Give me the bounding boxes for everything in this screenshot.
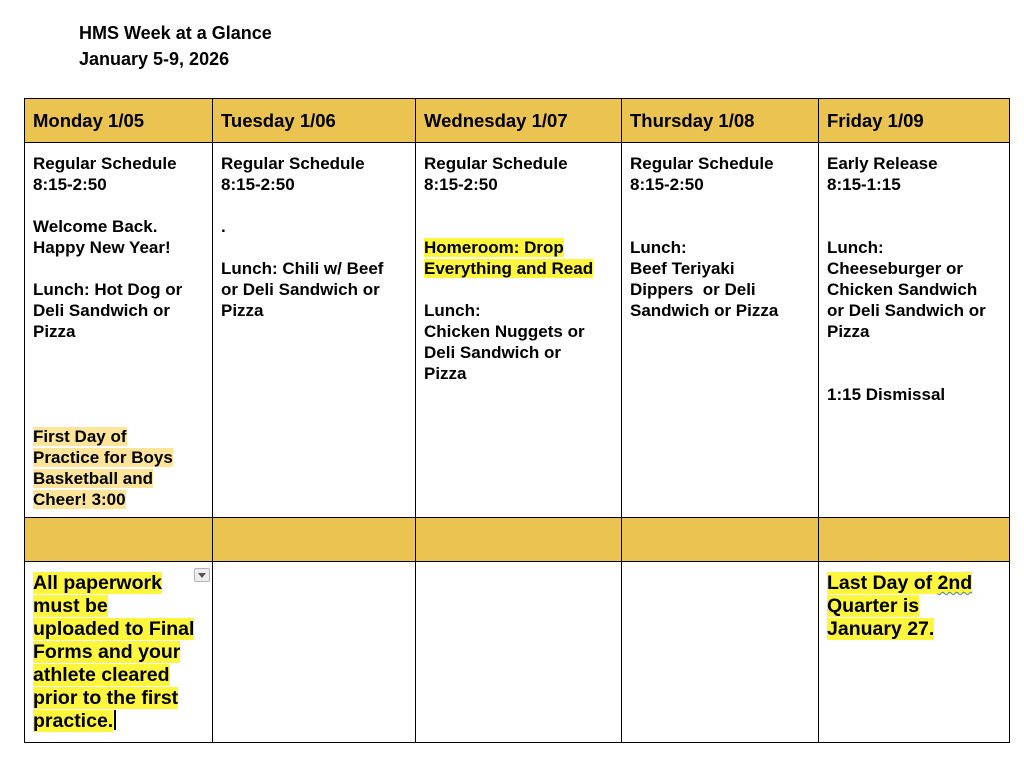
header-cell-wednesday[interactable]: Wednesday 1/07 bbox=[416, 99, 622, 143]
content-cell-wednesday[interactable] bbox=[416, 143, 622, 518]
schedule-time: 8:15-1:15 bbox=[827, 175, 901, 194]
text-cursor bbox=[114, 710, 116, 730]
note-line: Welcome Back. bbox=[33, 217, 158, 236]
schedule-time: 8:15-2:50 bbox=[630, 175, 704, 194]
day-content-row bbox=[25, 143, 1010, 518]
spacer-cell-monday[interactable] bbox=[25, 518, 213, 562]
dismissal-line: 1:15 Dismissal bbox=[827, 385, 946, 404]
lunch-line: Lunch: bbox=[424, 301, 481, 320]
announcement-cell-tuesday[interactable] bbox=[213, 562, 416, 743]
lunch-line: Sandwich or Pizza bbox=[630, 301, 779, 320]
event-line: Homeroom: Drop bbox=[424, 238, 564, 257]
event-line: Cheer! 3:00 bbox=[33, 490, 126, 509]
lunch-line: Cheeseburger or bbox=[827, 259, 964, 278]
lunch-line: Dippers or Deli bbox=[630, 280, 756, 299]
schedule-time: 8:15-2:50 bbox=[221, 175, 295, 194]
event-line: Basketball and bbox=[33, 469, 153, 488]
content-cell-tuesday[interactable] bbox=[213, 143, 416, 518]
lunch-line: Chicken Sandwich bbox=[827, 280, 978, 299]
spacer-cell-tuesday[interactable] bbox=[213, 518, 416, 562]
lunch-line: Pizza bbox=[424, 364, 467, 383]
spacer-cell-thursday[interactable] bbox=[622, 518, 819, 562]
note-line: Happy New Year! bbox=[33, 238, 171, 257]
announcement-row bbox=[25, 562, 1010, 743]
lunch-line: Chicken Nuggets or bbox=[424, 322, 585, 341]
spacer-cell-wednesday[interactable] bbox=[416, 518, 622, 562]
spacer-cell-friday[interactable] bbox=[819, 518, 1010, 562]
lunch-line: Deli Sandwich or bbox=[424, 343, 561, 362]
note-line: . bbox=[221, 217, 226, 236]
lunch-line: Lunch: Hot Dog or bbox=[33, 280, 183, 299]
announcement-cell-friday[interactable]: Last Day of 2nd Quarter is January 27. bbox=[819, 562, 1010, 743]
lunch-line: Pizza bbox=[221, 301, 264, 320]
schedule-line: Regular Schedule bbox=[424, 154, 568, 173]
schedule-line: Regular Schedule bbox=[630, 154, 774, 173]
announcement-cell-thursday[interactable] bbox=[622, 562, 819, 743]
week-at-a-glance-table bbox=[24, 98, 1010, 743]
announcement-cell-monday[interactable]: All paperwork must be uploaded to Final Forms and your athlete cleared prior to the first practice. bbox=[25, 562, 213, 743]
announcement-cell-wednesday[interactable] bbox=[416, 562, 622, 743]
schedule-time: 8:15-2:50 bbox=[33, 175, 107, 194]
content-cell-friday[interactable] bbox=[819, 143, 1010, 518]
lunch-line: Pizza bbox=[33, 322, 76, 341]
event-line: Everything and Read bbox=[424, 259, 594, 278]
spellcheck-underline: 2nd bbox=[937, 572, 973, 594]
dropdown-chip-icon[interactable] bbox=[194, 568, 210, 582]
document-dates: January 5-9, 2026 bbox=[79, 49, 230, 69]
spacer-row bbox=[25, 518, 1010, 562]
lunch-line: or Deli Sandwich or bbox=[827, 301, 986, 320]
lunch-line: or Deli Sandwich or bbox=[221, 280, 380, 299]
day-header-row bbox=[25, 99, 1010, 143]
content-cell-thursday[interactable] bbox=[622, 143, 819, 518]
schedule-line: Regular Schedule bbox=[221, 154, 365, 173]
header-cell-thursday[interactable]: Thursday 1/08 bbox=[622, 99, 819, 143]
schedule-time: 8:15-2:50 bbox=[424, 175, 498, 194]
schedule-line: Regular Schedule bbox=[33, 154, 177, 173]
event-line: Practice for Boys bbox=[33, 448, 173, 467]
lunch-line: Beef Teriyaki bbox=[630, 259, 735, 278]
lunch-line: Pizza bbox=[827, 322, 870, 341]
event-line: First Day of bbox=[33, 427, 127, 446]
lunch-line: Deli Sandwich or bbox=[33, 301, 170, 320]
lunch-line: Lunch: bbox=[827, 238, 884, 257]
header-cell-tuesday[interactable]: Tuesday 1/06 bbox=[213, 99, 416, 143]
header-cell-monday[interactable]: Monday 1/05 bbox=[25, 99, 213, 143]
content-cell-monday[interactable] bbox=[25, 143, 213, 518]
document-title: HMS Week at a Glance bbox=[79, 23, 272, 43]
lunch-line: Lunch: bbox=[630, 238, 687, 257]
lunch-line: Lunch: Chili w/ Beef bbox=[221, 259, 384, 278]
schedule-line: Early Release bbox=[827, 154, 938, 173]
document-header bbox=[79, 20, 272, 72]
header-cell-friday[interactable]: Friday 1/09 bbox=[819, 99, 1010, 143]
